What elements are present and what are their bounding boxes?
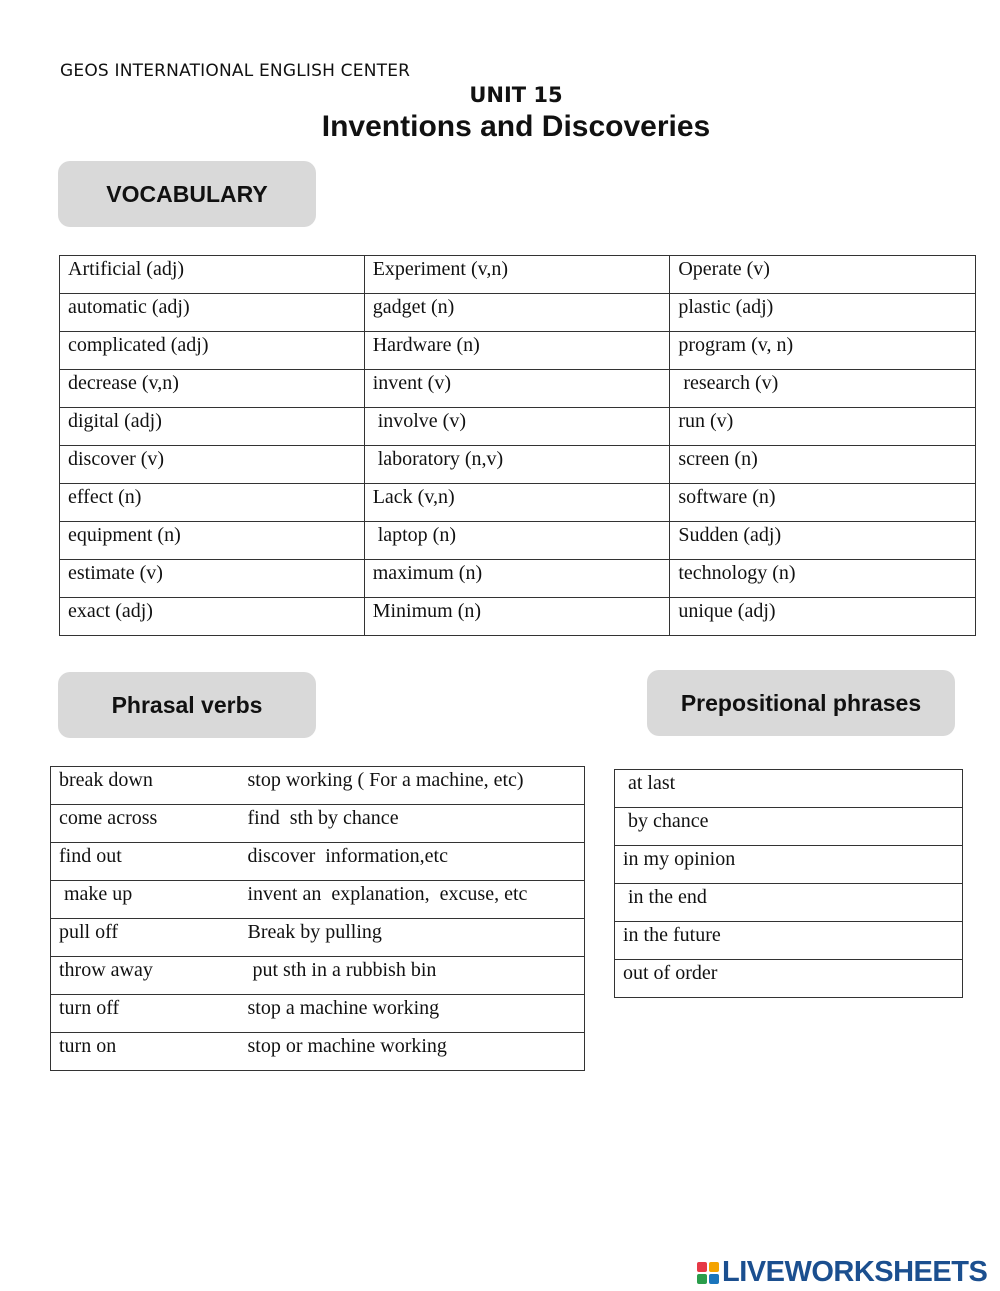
phrasal-verb-meaning: stop or machine working <box>240 1033 585 1071</box>
phrasal-verbs-heading: Phrasal verbs <box>58 672 316 738</box>
vocab-cell: decrease (v,n) <box>60 370 365 408</box>
table-row <box>615 960 963 998</box>
vocab-cell: Lack (v,n) <box>364 484 670 522</box>
vocab-cell: digital (adj) <box>60 408 365 446</box>
vocab-cell: Artificial (adj) <box>60 256 365 294</box>
table-row <box>51 881 585 919</box>
prepositional-phrase: in the end <box>615 884 963 922</box>
table-row <box>615 770 963 808</box>
vocab-cell: estimate (v) <box>60 560 365 598</box>
vocab-cell: Experiment (v,n) <box>364 256 670 294</box>
vocab-cell: software (n) <box>670 484 976 522</box>
phrasal-verb-meaning: discover information,etc <box>240 843 585 881</box>
prepositional-phrases-table <box>614 769 963 998</box>
phrasal-verb: pull off <box>51 919 240 957</box>
phrasal-verb-meaning: invent an explanation, excuse, etc <box>240 881 585 919</box>
phrasal-verb-meaning: stop a machine working <box>240 995 585 1033</box>
logo-square <box>697 1274 707 1284</box>
vocab-cell: technology (n) <box>670 560 976 598</box>
phrasal-verb-meaning: Break by pulling <box>240 919 585 957</box>
prepositional-phrase: by chance <box>615 808 963 846</box>
table-row <box>60 560 976 598</box>
phrasal-verb: break down <box>51 767 240 805</box>
table-row <box>60 332 976 370</box>
vocab-cell: invent (v) <box>364 370 670 408</box>
vocab-cell: run (v) <box>670 408 976 446</box>
table-row <box>615 884 963 922</box>
table-row <box>615 846 963 884</box>
vocab-cell: exact (adj) <box>60 598 365 636</box>
vocab-cell: laptop (n) <box>364 522 670 560</box>
table-row <box>51 919 585 957</box>
vocab-cell: involve (v) <box>364 408 670 446</box>
center-name: GEOS INTERNATIONAL ENGLISH CENTER <box>60 61 411 81</box>
phrasal-verb: turn on <box>51 1033 240 1071</box>
phrasal-verb: make up <box>51 881 240 919</box>
vocab-cell: program (v, n) <box>670 332 976 370</box>
table-row <box>51 1033 585 1071</box>
vocabulary-table <box>59 255 976 636</box>
table-row <box>60 484 976 522</box>
table-row <box>60 598 976 636</box>
vocab-cell: Hardware (n) <box>364 332 670 370</box>
table-row <box>615 922 963 960</box>
vocab-cell: equipment (n) <box>60 522 365 560</box>
logo-square <box>709 1274 719 1284</box>
logo-text: LIVEWORKSHEETS <box>722 1256 988 1288</box>
table-row <box>60 294 976 332</box>
phrasal-verb-meaning: stop working ( For a machine, etc) <box>240 767 585 805</box>
prepositional-phrase: out of order <box>615 960 963 998</box>
table-row <box>60 408 976 446</box>
liveworksheets-logo <box>697 1256 987 1289</box>
phrasal-verb-meaning: put sth in a rubbish bin <box>240 957 585 995</box>
table-row <box>51 767 585 805</box>
logo-square <box>709 1262 719 1272</box>
prepositional-phrase: in the future <box>615 922 963 960</box>
table-row <box>51 957 585 995</box>
phrasal-verb: find out <box>51 843 240 881</box>
prepositional-phrase: in my opinion <box>615 846 963 884</box>
phrasal-verb: turn off <box>51 995 240 1033</box>
vocab-cell: Minimum (n) <box>364 598 670 636</box>
vocab-cell: laboratory (n,v) <box>364 446 670 484</box>
vocab-cell: effect (n) <box>60 484 365 522</box>
table-row <box>60 256 976 294</box>
vocab-cell: plastic (adj) <box>670 294 976 332</box>
phrasal-verb: come across <box>51 805 240 843</box>
vocab-cell: Operate (v) <box>670 256 976 294</box>
vocab-cell: Sudden (adj) <box>670 522 976 560</box>
table-row <box>51 995 585 1033</box>
table-row <box>615 808 963 846</box>
table-row <box>51 805 585 843</box>
prepositional-phrases-heading: Prepositional phrases <box>647 670 955 736</box>
table-row <box>60 522 976 560</box>
vocab-cell: maximum (n) <box>364 560 670 598</box>
logo-icon <box>697 1262 719 1284</box>
vocab-cell: unique (adj) <box>670 598 976 636</box>
table-row <box>51 843 585 881</box>
vocab-cell: automatic (adj) <box>60 294 365 332</box>
unit-label: UNIT 15 <box>469 83 563 107</box>
page-title: Inventions and Discoveries <box>321 110 711 143</box>
vocab-cell: complicated (adj) <box>60 332 365 370</box>
vocab-cell: discover (v) <box>60 446 365 484</box>
phrasal-verb: throw away <box>51 957 240 995</box>
table-row <box>60 370 976 408</box>
vocab-cell: gadget (n) <box>364 294 670 332</box>
vocab-cell: screen (n) <box>670 446 976 484</box>
vocab-cell: research (v) <box>670 370 976 408</box>
prepositional-phrase: at last <box>615 770 963 808</box>
logo-square <box>697 1262 707 1272</box>
table-row <box>60 446 976 484</box>
vocabulary-heading: VOCABULARY <box>58 161 316 227</box>
phrasal-verbs-table <box>50 766 585 1071</box>
phrasal-verb-meaning: find sth by chance <box>240 805 585 843</box>
